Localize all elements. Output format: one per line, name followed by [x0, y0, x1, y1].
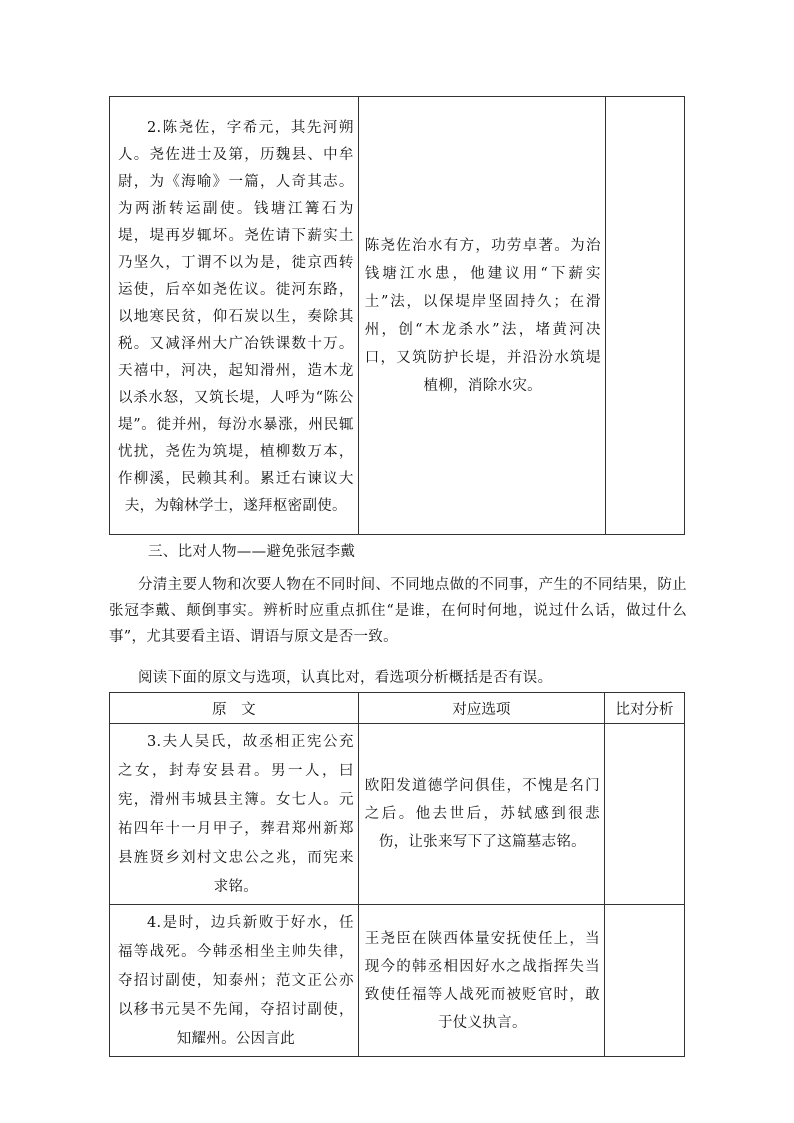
comparison-table-1	[109, 96, 685, 535]
original-text-cell	[110, 724, 359, 905]
analysis-cell[interactable]	[605, 97, 684, 535]
original-text: 4.是时，边兵新败于好水，任福等战死。今韩丞相坐主帅失律，夺招讨副使，知泰州；范文正公亦以移书元昊不先闻，夺招讨副使，知耀州。公因言此	[118, 915, 354, 1047]
table-row	[110, 905, 685, 1057]
original-text: 3.夫人吴氏，故丞相正宪公充之女，封寿安县君。男一人，曰宪，滑州韦城县主簿。女七人。元祐四年十一月甲子，葬君郑州新郑县旌贤乡刘村文忠公之兆，而宪来求铭。	[118, 734, 354, 895]
option-cell	[358, 905, 604, 1057]
instruction-paragraph: 阅读下面的原文与选项，认真比对，看选项分析概括是否有误。	[138, 670, 553, 686]
original-text-cell	[110, 97, 359, 535]
original-text-cell	[110, 905, 359, 1057]
header-original: 原 文	[110, 693, 359, 724]
section-paragraph: 分清主要人物和次要人物在不同时间、不同地点做的不同事，产生的不同结果，防止张冠李戴、颠倒事实。辨析时应重点抓住“是谁，在何时何地，说过什么话，做过什么事”，尤其要看主语、谓语与原文是否一致。	[109, 577, 687, 645]
analysis-cell[interactable]	[604, 905, 684, 1057]
analysis-cell[interactable]	[604, 724, 684, 905]
table-row	[110, 97, 685, 535]
option-text: 欧阳发道德学问俱佳，不愧是名门之后。他去世后，苏轼感到很悲伤，让张来写下了这篇墓志铭。	[364, 778, 600, 850]
option-cell	[358, 724, 604, 905]
table-row	[110, 724, 685, 905]
comparison-table-2	[109, 692, 685, 1057]
table-header-row	[110, 693, 685, 724]
section-title: 三、比对人物——避免张冠李戴	[148, 544, 356, 560]
option-cell	[358, 97, 605, 535]
original-text: 2.陈尧佐，字希元，其先河朔人。尧佐进士及第，历魏县、中牟尉，为《海喻》一篇，人奇其志。为两浙转运副使。钱塘江篝石为堤，堤再岁辄坏。尧佐请下薪实土乃坚久，丁谓不以为是，徙京西转运使，后卒如尧佐议。徙河东路，以地寒民贫，仰石炭以生，奏除其税。又减泽州大广冶铁课数十万。天禧中，河决，起知滑州，造木龙以杀水怒，又筑长堤，人呼为“陈公堤”。徙并州，每汾水暴涨，州民辄忧扰，尧佐为筑堤，植柳数万本，作柳溪，民赖其利。累迁右谏议大夫，为翰林学士，遂拜枢密副使。	[118, 120, 354, 514]
option-text: 王尧臣在陕西体量安抚使任上，当现今的韩丞相因好水之战指挥失当致使任福等人战死而被贬官时，敢于仗义执言。	[364, 930, 600, 1031]
header-option: 对应选项	[358, 693, 604, 724]
header-analysis: 比对分析	[604, 693, 684, 724]
option-text: 陈尧佐治水有方，功劳卓著。为治钱塘江水患，他建议用“下薪实土”法，以保堤岸坚固持久；在滑州，创“木龙杀水”法，堵黄河决口，又筑防护长堤，并沿汾水筑堤植柳，消除水灾。	[364, 237, 601, 394]
